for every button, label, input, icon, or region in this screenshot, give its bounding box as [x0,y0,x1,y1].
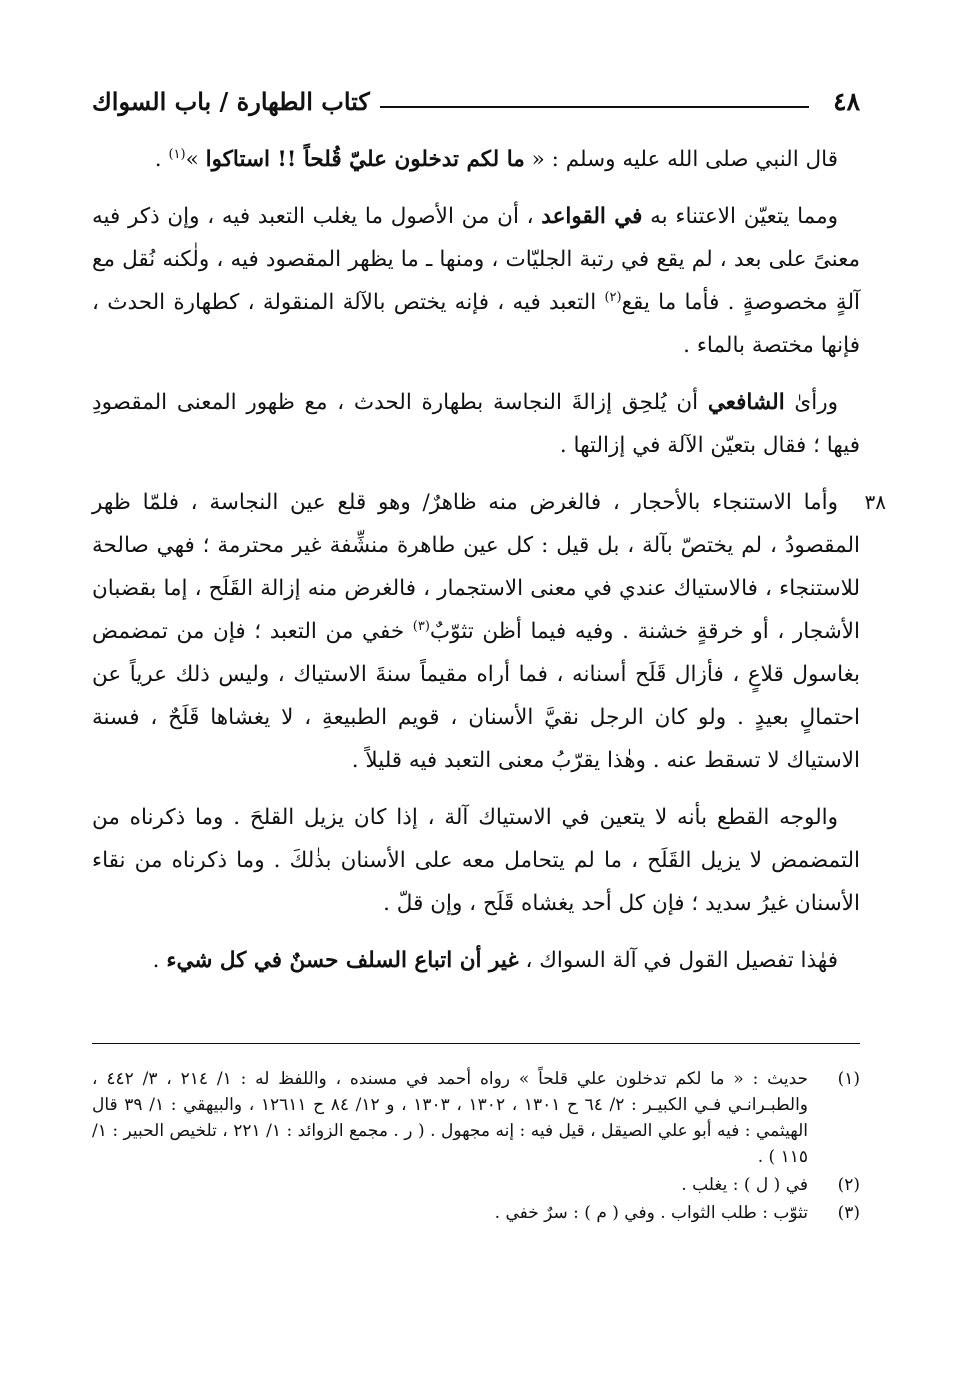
paragraph-text: ومما يتعيّن الاعتناء به [650,204,838,229]
main-text [92,138,886,996]
paragraph-end: . [152,948,167,973]
hadith-quote: ما لكم تدخلون عليّ قُلحاً !! استاكوا [205,147,525,172]
paragraph-text: أن يُلحِق إزالةَ النجاسة بطهارة الحدث ، مع ظهور المعنى المقصودِ فيها ؛ فقال بتعيّن الآلة في إزالتها . [92,390,860,458]
footnote-number: (٢) [837,1175,860,1195]
header-rule [380,106,809,108]
paragraph-principles [92,195,860,367]
paragraph-hadith [92,138,860,181]
footnotes [92,1066,860,1228]
footnote-3 [92,1200,860,1226]
footnote-number: (٣) [837,1203,860,1223]
paragraph-text: ورأىٰ [794,390,838,415]
footnote-text: تثوّب : طلب الثواب . وفي ( م ) : سرٌ خفي . [494,1203,808,1223]
paragraph-istinja [92,481,886,782]
footnote-ref[interactable]: (٢) [604,289,622,305]
footnote-separator [92,1043,860,1044]
paragraph-summary [92,939,860,982]
footnote-ref[interactable]: (٣) [412,618,430,634]
paragraph-text: التعبد فيه ، فإنه يختص بالآلة المنقولة ، كطهارة الحدث ، فإنها مختصة بالماء . [92,290,860,358]
quote-close: » [185,147,199,172]
paragraph-text: وأما الاستنجاء بالأحجار ، فالغرض منه ظاهرٌ/ وهو قلع عين النجاسة ، فلمّا ظهر المقصودُ ، لم يختصّ بآلة ، بل قيل : كل عين طاهرة منشِّفة غير محترمة ؛ فهي صالحة للاستنجاء ، فالاستياك عندي في معنى الاستجمار ، فالغرض منه إزالة القَلَح ، إما بقضبان الأشجار ، أو خرقةٍ خشنة . وفيه فيما أظن تثوّبٌ [92,490,860,644]
footnote-text: في ( ل ) : يغلب . [681,1175,808,1195]
paragraph-text: قال النبي صلى الله عليه وسلم : « [531,147,838,172]
paragraph-conclusion [92,796,860,925]
scholar-name: الشافعي [707,390,785,415]
paragraph-text: فهٰذا تفصيل القول في آلة السواك ، [525,948,838,973]
footnote-ref[interactable]: (١) [168,146,186,162]
page-number: ٤٨ [833,87,860,116]
margin-folio-number: ٣٨ [864,490,886,514]
paragraph-text: والوجه القطع بأنه لا يتعين في الاستياك آلة ، إذا كان يزيل القلحَ . وما ذكرناه من التمضمض لا يزيل القَلَح ، ما لم يتحامل معه على الأسنان بذٰلكَ . وما ذكرناه من نقاء الأسنان غيرُ سديد ؛ فإن كل أحد يغشاه قَلَح ، وإن قلّ . [92,805,860,916]
page-header [92,74,860,114]
paragraph-end: . [154,147,169,172]
emphasized-text: غير أن اتباع السلف حسنٌ في كل شيء [166,948,519,973]
paragraph-text: خفي من التعبد ؛ فإن من تمضمض بغاسول قلاعٍ ، فأزال قَلَح أسنانه ، فما أراه مقيماً سنةَ الاستياك ، وليس ذلك عرياً عن احتمالٍ بعيدٍ . ولو كان الرجل نقيَّ الأسنان ، قويم الطبيعةِ ، لا يغشاها قَلَحٌ ، فسنة الاستياك لا تسقط عنه . وهٰذا يقرّبُ معنى التعبد فيه قليلاً . [92,619,860,773]
paragraph-text: ، أن من الأصول ما يغلب التعبد فيه ، وإن ذكر فيه معنىً على بعد ، لم يقع في رتبة الجليّات ، ومنها ـ ما يظهر المقصود فيه ، ولٰكنه نُقل مع آلةٍ مخصوصةٍ . فأما ما يقع [92,204,860,315]
footnote-number: (١) [837,1069,860,1089]
running-title: كتاب الطهارة / باب السواك [92,87,370,116]
footnote-1 [92,1066,860,1170]
footnote-2 [92,1172,860,1198]
footnote-text: حديث : « ما لكم تدخلون علي قلحاً » رواه أحمد في مسنده ، واللفظ له : ١/ ٢١٤ ، ٣/ ٤٤٢ ، والطبـرانـي فـي الكبيـر : ٢/ ٦٤ ح ١٣٠١ ، ١٣٠٢ ، ١٣٠٣ ، و ١٢/ ٨٤ ح ١٢٦١١ ، والبيهقي : ١/ ٣٩ قال الهيثمي : فيه أبو علي الصيقل ، قيل فيه : إنه مجهول . ( ر . مجمع الزوائد : ١/ ٢٢١ ، تلخيص الحبير : ١/ ١١٥ ) . [92,1069,809,1167]
book-reference: في القواعد [541,204,643,229]
paragraph-shafii [92,381,860,467]
